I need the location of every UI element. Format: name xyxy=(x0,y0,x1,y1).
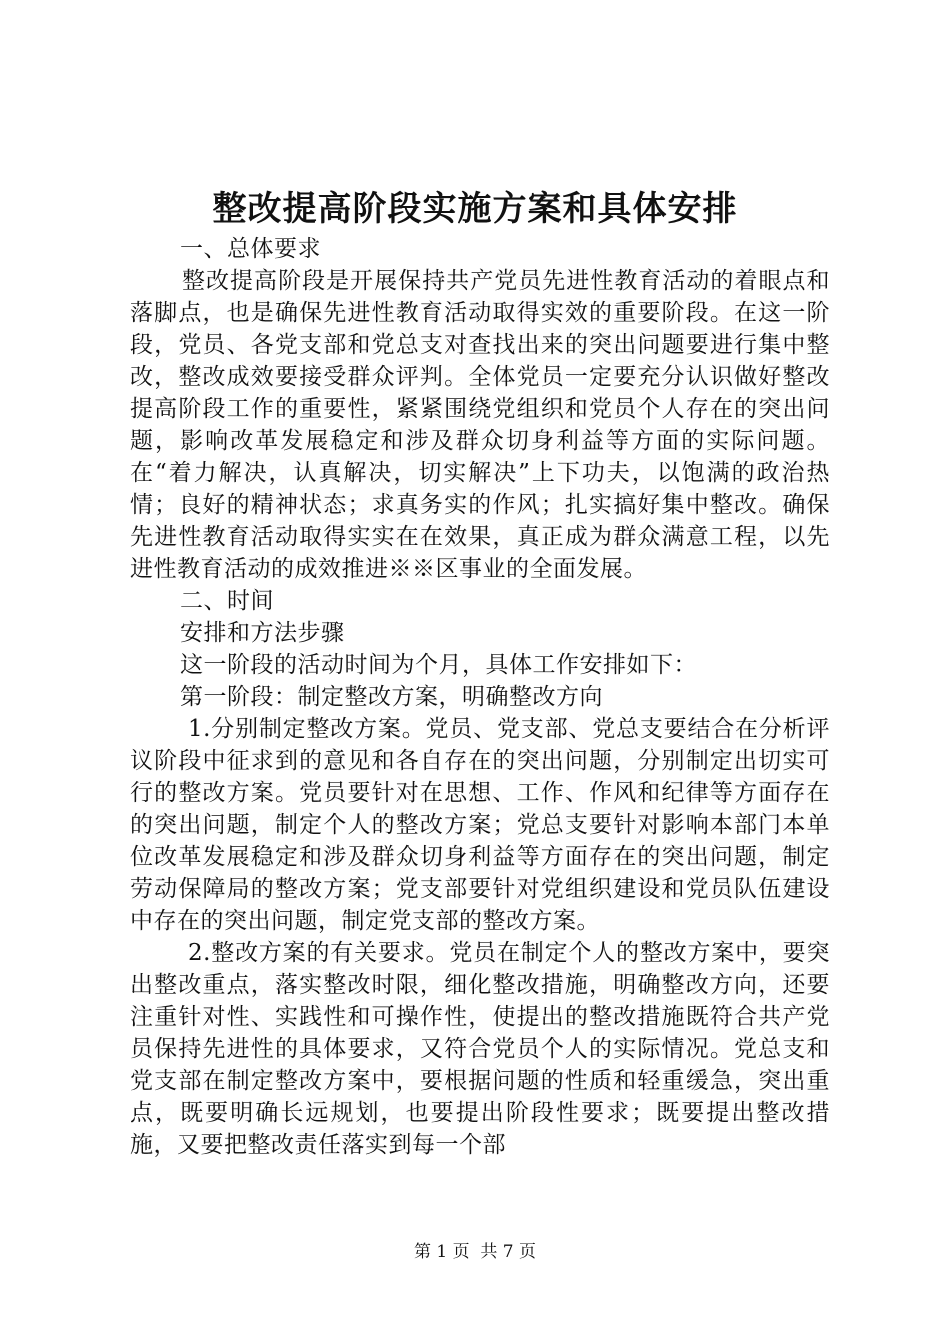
paragraph-schedule-intro: 这一阶段的活动时间为个月，具体工作安排如下： xyxy=(180,652,697,678)
section-heading-time: 二、时间 xyxy=(180,588,274,614)
document-title: 整改提高阶段实施方案和具体安排 xyxy=(212,189,738,229)
document-body xyxy=(130,233,830,1161)
paragraph-general-requirements: 整改提高阶段是开展保持共产党员先进性教育活动的着眼点和落脚点，也是确保先进性教育活动取得实效的重要阶段。在这一阶段，党员、各党支部和党总支对查找出来的突出问题要进行集中整改，整改成效要接受群众评判。全体党员一定要充分认识做好整改提高阶段工作的重要性，紧紧围绕党组织和党员个人存在的突出问题，影响改革发展稳定和涉及群众切身利益等方面的实际问题。在“着力解决，认真解决，切实解决”上下功夫，以饱满的政治热情；良好的精神状态；求真务实的作风；扎实搞好集中整改。确保先进性教育活动取得实实在在效果，真正成为群众满意工程，以先进性教育活动的成效推进※※区事业的全面发展。 xyxy=(130,268,830,582)
stage-one-heading: 第一阶段：制定整改方案，明确整改方向 xyxy=(180,684,603,710)
section-heading-general-requirements: 一、总体要求 xyxy=(180,236,321,262)
paragraph-item-2: 2.整改方案的有关要求。党员在制定个人的整改方案中，要突出整改重点，落实整改时限，细化整改措施，明确整改方向，还要注重针对性、实践性和可操作性，使提出的整改措施既符合共产党员保持先进性的具体要求，又符合党员个人的实际情况。党总支和党支部在制定整改方案中，要根据问题的性质和轻重缓急，突出重点，既要明确长远规划，也要提出阶段性要求；既要提出整改措施，又要把整改责任落实到每一个部 xyxy=(130,940,830,1158)
page-number-footer: 第 1 页 共 7 页 xyxy=(413,1242,537,1262)
section-subheading-arrangement: 安排和方法步骤 xyxy=(180,620,345,646)
paragraph-item-1: 1.分别制定整改方案。党员、党支部、党总支要结合在分析评议阶段中征求到的意见和各自存在的突出问题，分别制定出切实可行的整改方案。党员要针对在思想、工作、作风和纪律等方面存在的突出问题，制定个人的整改方案；党总支要针对影响本部门本单位改革发展稳定和涉及群众切身利益等方面存在的突出问题，制定劳动保障局的整改方案；党支部要针对党组织建设和党员队伍建设中存在的突出问题，制定党支部的整改方案。 xyxy=(130,716,830,934)
